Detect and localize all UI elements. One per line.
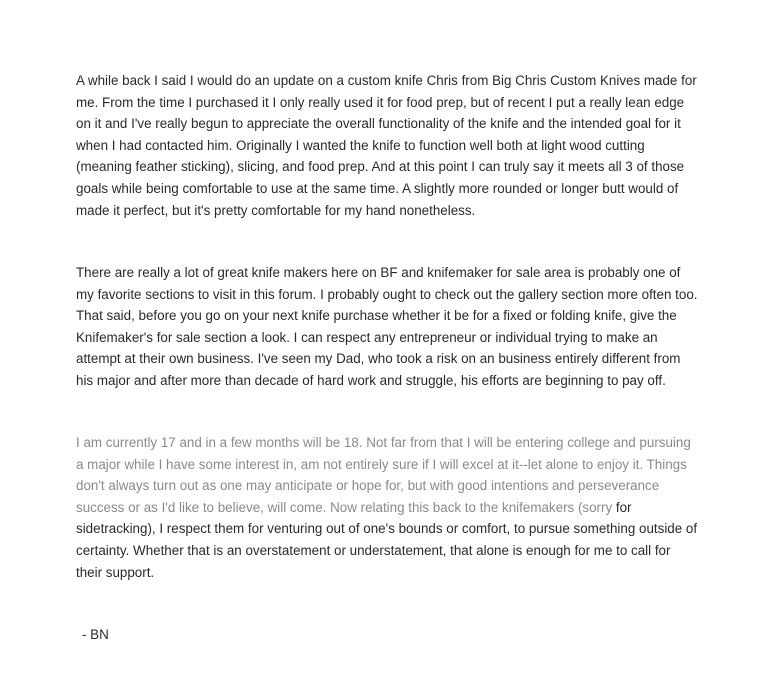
signature: - BN (82, 627, 109, 642)
paragraph-personal-note (76, 432, 698, 583)
paragraph-personal-note-text: for sidetracking), I respect them for venturing out of one's bounds or comfort, to pursue something outside of certainty. Whether that is an overstatement or understatement, that alone is enough for me to call for their support. (76, 499, 698, 580)
paragraph-knife-makers: There are really a lot of great knife makers here on BF and knifemaker for sale area is probably one of my favorite sections to visit in this forum. I probably ought to check out the gallery section more often too. That said, before you go on your next knife purchase whether it be for a fixed or folding knife, give the Knifemaker's for sale section a look. I can respect any entrepreneur or individual trying to make an attempt at their own business. I've seen my Dad, who took a risk on an business entirely different from his major and after more than decade of hard work and struggle, his efforts are beginning to pay off. (76, 265, 698, 388)
paragraph-personal-note-faded-text: I am currently 17 and in a few months will be 18. Not far from that I will be entering college and pursuing a major while I have some interest in, am not entirely sure if I will excel at it--let alone to enjoy it. Things don't always turn out as one may anticipate or hope for, but with good intentions and perseverance success or as I'd like to believe, will come. Now relating this back to the knifemakers (sorry (76, 435, 691, 515)
paragraph-knife-update: A while back I said I would do an update on a custom knife Chris from Big Chris Custom Knives made for me. From the time I purchased it I only really used it for food prep, but of recent I put a really lean edge on it and I've really begun to appreciate the overall functionality of the knife and the intended goal for it when I had contacted him. Originally I wanted the knife to function well both at light wood cutting (meaning feather sticking), slicing, and food prep. And at this point I can truly say it meets all 3 of those goals while being comfortable to use at the same time. A slightly more rounded or longer butt would of made it perfect, but it's pretty comfortable for my hand nonetheless. (76, 73, 697, 218)
